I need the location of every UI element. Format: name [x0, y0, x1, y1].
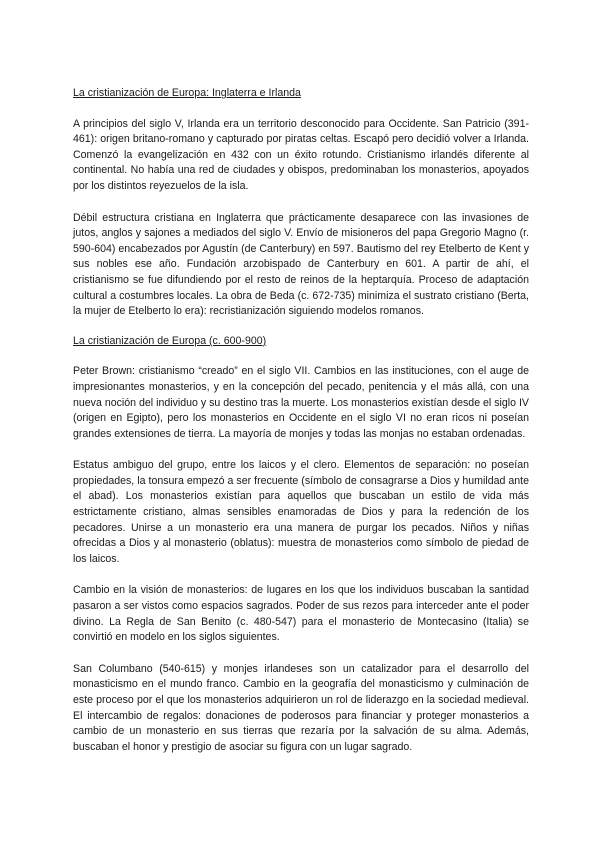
section-heading-inglaterra-irlanda: La cristianización de Europa: Inglaterra e Irlanda: [73, 87, 301, 99]
paragraph-san-columbano: San Columbano (540-615) y monjes irlandeses son un catalizador para el desarrollo del monasticismo en el mundo franco. Cambio en la geografía del monasticismo y culminación de este proceso por el que los monasterios adquirieron un rol de liderazgo en la sociedad medieval. El intercambio de regalos: donaciones de poderosos para financiar y proteger monasterios a cambio de un monasterio en sus tierras que rezaría por la salvación de su alma. Además, buscaban el honor y prestigio de asociar su figura con un lugar sagrado.: [73, 662, 529, 753]
paragraph-inglaterra: Débil estructura cristiana en Inglaterra que prácticamente desaparece con las invasiones de jutos, anglos y sajones a mediados del siglo V. Envío de misioneros del papa Gregorio Magno (r. 590-604) encabezados por Agustín (de Canterbury) en 597. Bautismo del rey Etelberto de Kent y sus nobles ese año. Fundación arzobispado de Canterbury en 601. A partir de ahí, el cristianismo se fue difundiendo por el resto de reinos de la heptarquía. Proceso de adaptación cultural a costumbres locales. La obra de Beda (c. 672-735) minimiza el sustrato cristiano (Berta, la mujer de Etelberto lo era): recristianización siguiendo modelos romanos.: [73, 211, 529, 318]
section-heading-cristianizacion-600-900: La cristianización de Europa (c. 600-900): [73, 334, 267, 347]
paragraph-vision-monasterios: Cambio en la visión de monasterios: de lugares en los que los individuos buscaban la santidad pasaron a ser vistos como espacios sagrados. Poder de sus rezos para interceder ante el poder divino. La Regla de San Benito (c. 480-547) para el monasterio de Montecasino (Italia) se convirtió en modelo en los siglos siguientes.: [73, 584, 529, 644]
paragraph-peter-brown: Peter Brown: cristianismo “creado” en el siglo VII. Cambios en las instituciones, con el auge de impresionantes monasterios, y en la concepción del pecado, penitencia y el más allá, con una nueva noción del individuo y su destino tras la muerte. Los monasterios existían desde el siglo IV (origen en Egipto), pero los monasterios en Occidente en el siglo VI no eran ricos ni poseían grandes extensiones de tierra. La mayoría de monjes y todas las monjas no estaban ordenadas.: [73, 365, 529, 440]
paragraph-estatus-ambiguo: Estatus ambiguo del grupo, entre los laicos y el clero. Elementos de separación: no poseían propiedades, la tonsura empezó a ser frecuente (símbolo de consagrarse a Dios y humildad ante el abad). Los monasterios existían para aquellos que buscaban un estilo de vida más estrictamente cristiano, almas sensibles enamoradas de Dios y para la redención de los pecadores. Unirse a un monasterio era una manera de purgar los pecados. Niños y niñas ofrecidas a Dios y al monasterio (oblatus): muestra de monasterios como símbolo de piedad de los laicos.: [73, 459, 529, 565]
document-page: [73, 86, 529, 771]
paragraph-san-patricio: A principios del siglo V, Irlanda era un territorio desconocido para Occidente. San Patricio (391-461): origen britano-romano y capturado por piratas celtas. Escapó pero decidió volver a Irlanda. Comenzó la evangelización en 432 con un éxito rotundo. Cristianismo irlandés diferente al continental. No había una red de ciudades y obispos, predominaban los monasterios, apoyados por los distintos reyezuelos de la isla.: [73, 117, 529, 192]
